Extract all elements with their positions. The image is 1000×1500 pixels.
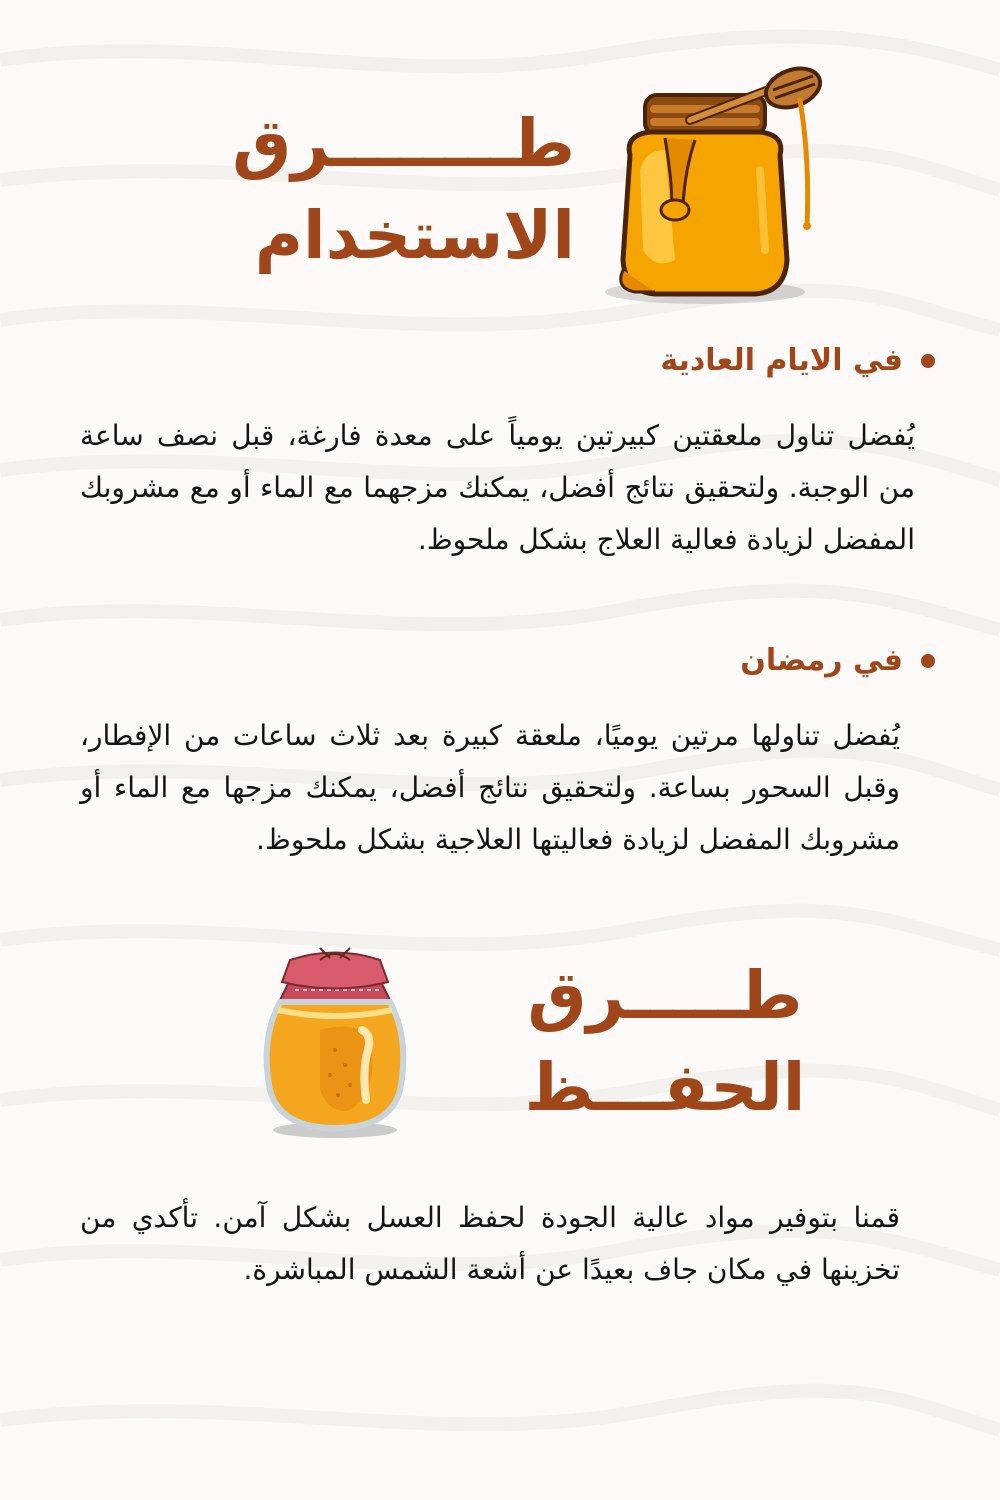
bullet-icon bbox=[921, 354, 935, 368]
covered-honey-pot-icon bbox=[250, 940, 420, 1140]
normal-days-label: في الايام العادية bbox=[660, 343, 903, 378]
ramadan-label: في رمضان bbox=[740, 643, 903, 678]
normal-days-text: يُفضل تناول ملعقتين كبيرتين يومياً على معدة فارغة، قبل نصف ساعة من الوجبة. ولتحقيق نتائج أفضل، يمكنك مزجهما مع الماء أو مع مشروبك المفضل لزيادة فعالية العلاج بشكل ملحوظ. bbox=[80, 419, 915, 556]
honey-jar-with-dipper-icon bbox=[595, 60, 845, 310]
storage-heading-line1: طـــــرق bbox=[527, 957, 803, 1034]
usage-heading-line1: طــــــــرق bbox=[232, 105, 575, 182]
ramadan-subheading bbox=[740, 643, 935, 678]
usage-heading-line2: الاستخدام bbox=[254, 197, 575, 274]
ramadan-text: يُفضل تناولها مرتين يوميًا، ملعقة كبيرة بعد ثلاث ساعات من الإفطار، وقبل السحور بساعة. ولتحقيق نتائج أفضل، يمكنك مزجها مع الماء أو مشروبك المفضل لزيادة فعاليتها العلاجية بشكل ملحوظ. bbox=[80, 719, 900, 856]
usage-methods-heading bbox=[232, 98, 575, 282]
storage-heading-line2: الحفـــظ bbox=[524, 1049, 806, 1126]
normal-days-subheading bbox=[660, 343, 935, 378]
bullet-icon bbox=[921, 654, 935, 668]
storage-methods-heading bbox=[515, 950, 815, 1134]
storage-text: قمنا بتوفير مواد عالية الجودة لحفظ العسل بشكل آمن. تأكدي من تخزينها في مكان جاف بعيدًا عن أشعة الشمس المباشرة. bbox=[80, 1201, 900, 1286]
